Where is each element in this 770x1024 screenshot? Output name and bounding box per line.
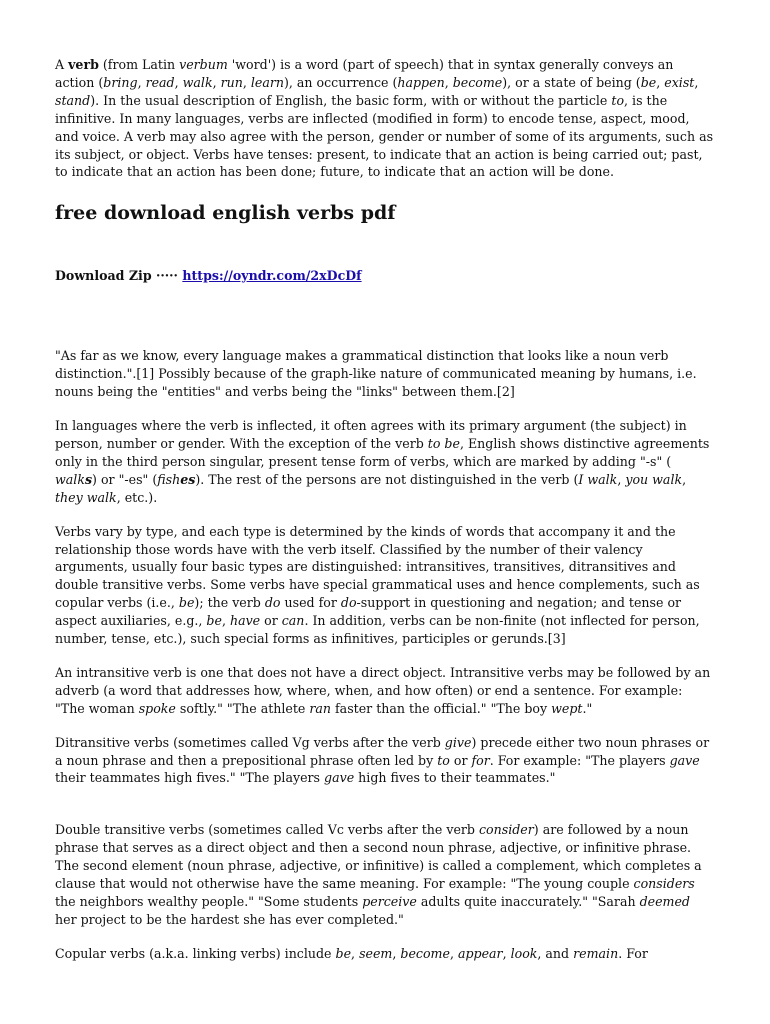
document-page [55, 56, 715, 963]
paragraph-copular: Copular verbs (a.k.a. linking verbs) include be, seem, become, appear, look, and remain. For [55, 945, 648, 961]
paragraph-intransitive: An intransitive verb is one that does not have a direct object. Intransitive verbs may be followed by an adverb (a word that addresses how, where, when, and how often) or end a sentence. For example: "The woman spoke softly." "The athlete ran faster than the official." "The boy wept." [55, 664, 711, 716]
download-link[interactable]: https://oyndr.com/2xDcDf [182, 268, 362, 284]
paragraph-ditransitive: Ditransitive verbs (sometimes called Vg verbs after the verb give) precede either two noun phrases or a noun phrase and then a prepositional phrase often led by to or for. For example: "The players gave their teammates high fives." "The players gave high fives to their teammates." [55, 734, 710, 786]
paragraph-verb-types: Verbs vary by type, and each type is determined by the kinds of words that accompany it and the relationship those words have with the verb itself. Classified by the number of their valency arguments, usually four basic types are distinguished: intransitives, transitives, ditransitives and double transitive verbs. Some verbs have special grammatical uses and hence complements, such as copular verbs (i.e., be); the verb do used for do-support in questioning and negation; and tense or aspect auxiliaries, e.g., be, have or can. In addition, verbs can be non-finite (not inflected for person, number, tense, etc.), such special forms as infinitives, participles or gerunds.[3] [55, 523, 700, 647]
download-label: Download Zip ····· [55, 268, 183, 284]
paragraph-inflection: In languages where the verb is inflected, it often agrees with its primary argument (the subject) in person, number or gender. With the exception of the verb to be, English shows distinctive agreements only in the third person singular, present tense form of verbs, which are marked by adding "-s" ( walks) or "-es" (fishes). The rest of the persons are not distinguished in the verb (I walk, you walk, they walk, etc.). [55, 418, 710, 505]
page-heading: free download english verbs pdf [55, 202, 396, 225]
paragraph-noun-verb: "As far as we know, every language makes a grammatical distinction that looks like a noun verb distinction.".[1] Possibly because of the graph-like nature of communicated meaning by humans, i.e. nouns being the "entities" and verbs being the "links" between them.[2] [55, 348, 697, 400]
intro-paragraph: A verb (from Latin verbum 'word') is a word (part of speech) that in syntax generally conveys an action (bring, read, walk, run, learn), an occurrence (happen, become), or a state of being (be, exist, stand). In the usual description of English, the basic form, with or without the particle to, is the infinitive. In many languages, verbs are inflected (modified in form) to encode tense, aspect, mood, and voice. A verb may also agree with the person, gender or number of some of its arguments, such as its subject, or object. Verbs have tenses: present, to indicate that an action is being carried out; past, to indicate that an action has been done; future, to indicate that an action will be done. [55, 57, 714, 180]
download-line [55, 267, 715, 285]
paragraph-double-transitive: Double transitive verbs (sometimes called Vc verbs after the verb consider) are followed by a noun phrase that serves as a direct object and then a second noun phrase, adjective, or infinitive phrase. The second element (noun phrase, adjective, or infinitive) is called a complement, which completes a clause that would not otherwise have the same meaning. For example: "The young couple considers the neighbors wealthy people." "Some students perceive adults quite inaccurately." "Sarah deemed her project to be the hardest she has ever completed." [55, 822, 702, 927]
